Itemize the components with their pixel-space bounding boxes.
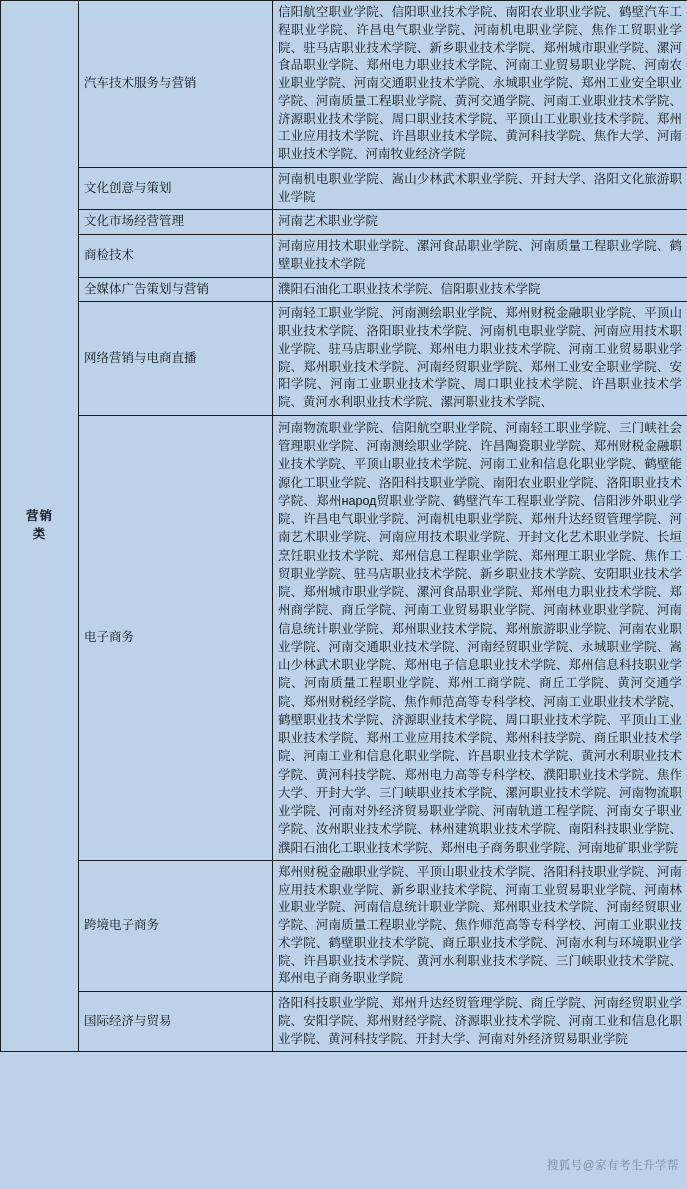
schools-list: 河南物流职业学院、信阳航空职业学院、河南轻工职业学院、三门峡社会管理职业学院、河南测绘职业学院、许昌陶瓷职业学院、郑州财税金融职业技术学院、平顶山职业技术学院、河南工业和信息化职业学院、鹤壁能源化工职业学院、洛阳科技职业学院、南阳农业职业学院、洛阳职业技术学院、郑州народ贸职业学院、鹤壁汽车工程职业学院、信阳涉外职业学院、许昌电气职业学院、河南机电职业学院、郑州升达经贸管理学院、河南艺术职业学院、河南应用技术职业学院、开封文化艺术职业学院、长垣烹饪职业技术学院、郑州信息工程职业学院、郑州理工职业学院、焦作工贸职业学院、驻马店职业技术学院、新乡职业技术学院、安阳职业技术学院、郑州城市职业学院、漯河食品职业学院、郑州电力职业技术学院、郑州商学院、商丘学院、河南工业贸易职业学院、河南林业职业学院、河南信息统计职业学院、郑州职业技术学院、郑州旅游职业学院、河南农业职业学院、河南交通职业技术学院、河南经贸职业学院、永城职业学院、嵩山少林武术职业学院、郑州电子信息职业技术学院、郑州信息科技职业学院、河南质量工程职业学院、郑州工商学院、商丘工学院、黄河交通学院、郑州财税经学院、焦作师范高等专科学校、河南工业职业技术学院、鹤壁职业技术学院、济源职业技术学院、周口职业技术学院、平顶山工业职业技术学院、郑州工业应用技术学院、郑州科技学院、商丘职业技术学院、河南工业和信息化职业学院、许昌职业技术学院、黄河水利职业技术学院、黄河科技学院、郑州电力高等专科学校、濮阳职业技术学院、焦作大学、开封大学、三门峡职业技术学院、漯河职业技术学院、河南物流职业学院、河南对外经济贸易职业学院、河南轨道工程学院、河南女子职业学院、汝州职业技术学院、林州建筑职业技术学院、南阳科技职业学院、濮阳石油化工职业技术学院、郑州电子商务职业学院、河南地矿职业学院: [273, 415, 687, 860]
schools-list: 河南艺术职业学院: [273, 210, 687, 235]
major-name: 电子商务: [79, 415, 273, 860]
table-row: [1, 992, 687, 1052]
major-name: 商检技术: [79, 235, 273, 278]
major-name: 国际经济与贸易: [79, 992, 273, 1052]
schools-list: 河南应用技术职业学院、漯河食品职业学院、河南质量工程职业学院、鹤壁职业技术学院: [273, 235, 687, 278]
schools-list: 河南轻工职业学院、河南测绘职业学院、郑州财税金融职业学院、平顶山职业技术学院、洛阳职业技术学院、河南机电职业学院、河南应用技术职业学院、驻马店职业学院、郑州电力职业技术学院、河南工业贸易职业学院、郑州职业技术学院、河南经贸职业学院、郑州工业安全职业学院、安阳学院、河南工业职业技术学院、周口职业技术学院、许昌职业技术学院、黄河水利职业技术学院、漯河职业技术学院、: [273, 302, 687, 416]
table-row: [1, 415, 687, 860]
schools-list: 濮阳石油化工职业技术学院、信阳职业技术学院: [273, 277, 687, 302]
major-name: 文化创意与策划: [79, 167, 273, 210]
table-row: [1, 1, 687, 168]
major-name: 跨境电子商务: [79, 860, 273, 991]
category-label: 营销类: [25, 509, 53, 542]
major-name: 全媒体广告策划与营销: [79, 277, 273, 302]
table-row: [1, 235, 687, 278]
category-cell: [1, 1, 79, 1052]
schools-list: 信阳航空职业学院、信阳职业技术学院、南阳农业职业学院、鹤壁汽车工程职业学院、许昌电气职业学院、河南机电职业学院、焦作工贸职业学院、驻马店职业技术学院、新乡职业技术学院、郑州城市职业学院、漯河食品职业学院、郑州电力职业技术学院、河南工业贸易职业学院、河南农业职业学院、河南交通职业技术学院、永城职业学院、郑州工业安全职业学院、河南质量工程职业学院、黄河交通学院、河南工业职业技术学院、济源职业技术学院、周口职业技术学院、平顶山工业职业技术学院、郑州工业应用技术学院、许昌职业技术学院、黄河科技学院、焦作大学、河南职业技术学院、河南牧业经济学院: [273, 1, 687, 168]
major-name: 网络营销与电商直播: [79, 302, 273, 416]
table-row: [1, 210, 687, 235]
schools-list: 河南机电职业学院、嵩山少林武术职业学院、开封大学、洛阳文化旅游职业学院: [273, 167, 687, 210]
major-name: 汽车技术服务与营销: [79, 1, 273, 168]
watermark-text: 搜狐号@家有考生升学帮: [546, 1160, 679, 1172]
table-row: [1, 277, 687, 302]
major-name: 文化市场经营管理: [79, 210, 273, 235]
table-row: [1, 302, 687, 416]
schools-list: 洛阳科技职业学院、郑州升达经贸管理学院、商丘学院、河南经贸职业学院、安阳学院、郑州财经学院、济源职业技术学院、河南工业和信息化职业学院、黄河科技学院、开封大学、河南对外经济贸易职业学院: [273, 992, 687, 1052]
table-row: [1, 167, 687, 210]
schools-list: 郑州财税金融职业学院、平顶山职业技术学院、洛阳科技职业学院、河南应用技术职业学院、新乡职业技术学院、河南工业贸易职业学院、河南林业职业学院、河南信息统计职业学院、郑州职业技术学院、河南经贸职业学院、河南质量工程职业学院、焦作师范高等专科学校、河南工业职业技术学院、鹤壁职业技术学院、商丘职业技术学院、河南水利与环境职业学院、许昌职业技术学院、黄河水利职业技术学院、三门峡职业技术学院、郑州电子商务职业学院: [273, 860, 687, 991]
table-body: [1, 1, 687, 1052]
table-row: [1, 860, 687, 991]
